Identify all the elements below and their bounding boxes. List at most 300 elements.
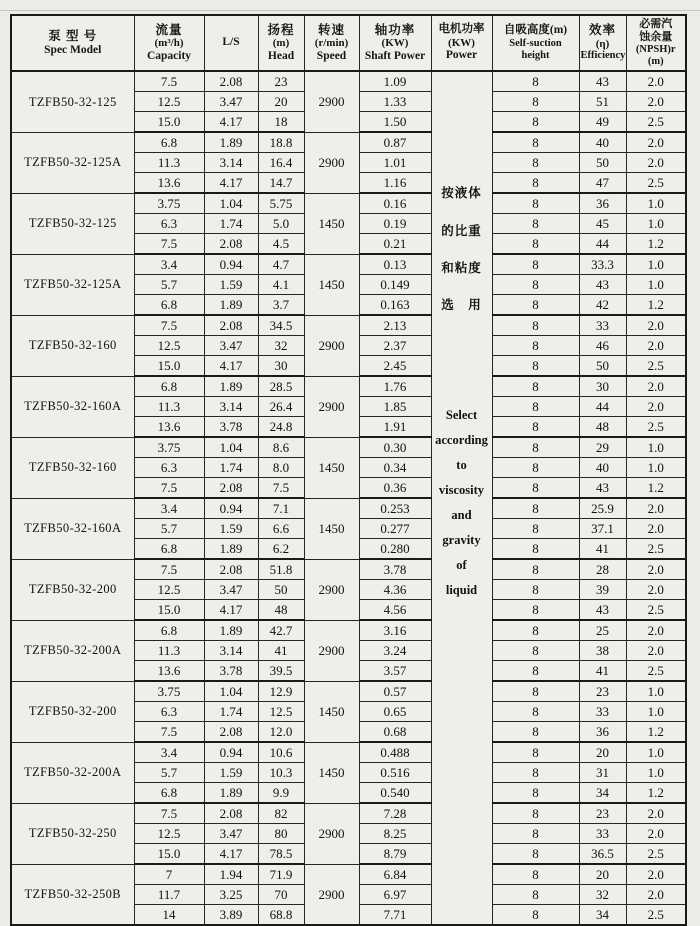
cell-ls: 3.14 [204, 153, 258, 173]
cell-suction: 8 [492, 763, 579, 783]
cell-npsh: 1.2 [626, 234, 686, 255]
table-row [11, 437, 686, 458]
cell-efficiency: 20 [579, 864, 626, 885]
cell-efficiency: 33 [579, 315, 626, 336]
cell-head: 9.9 [258, 783, 304, 804]
cell-efficiency: 44 [579, 397, 626, 417]
cell-head: 42.7 [258, 620, 304, 641]
cell-efficiency: 45 [579, 214, 626, 234]
cell-ls: 3.47 [204, 92, 258, 112]
cell-capacity: 15.0 [134, 844, 204, 865]
cell-shaft-power: 1.50 [359, 112, 431, 133]
cell-efficiency: 43 [579, 71, 626, 92]
cell-ls: 1.04 [204, 193, 258, 214]
power-note-line: viscosity [438, 483, 485, 497]
cell-shaft-power: 0.488 [359, 742, 431, 763]
cell-npsh: 1.0 [626, 275, 686, 295]
cell-efficiency: 33.3 [579, 254, 626, 275]
cell-efficiency: 43 [579, 478, 626, 499]
cell-suction: 8 [492, 803, 579, 824]
cell-ls: 3.14 [204, 641, 258, 661]
cell-head: 41 [258, 641, 304, 661]
cell-suction: 8 [492, 376, 579, 397]
cell-head: 16.4 [258, 153, 304, 173]
cell-ls: 4.17 [204, 112, 258, 133]
cell-capacity: 13.6 [134, 173, 204, 194]
cell-efficiency: 50 [579, 153, 626, 173]
table-row [11, 620, 686, 641]
cell-efficiency: 36.5 [579, 844, 626, 865]
cell-npsh: 1.0 [626, 702, 686, 722]
cell-npsh: 2.5 [626, 356, 686, 377]
cell-npsh: 2.0 [626, 885, 686, 905]
header-power-en: Power [445, 49, 478, 62]
cell-speed: 1450 [304, 681, 359, 742]
header-head-en: Head [267, 49, 295, 62]
header-row [11, 15, 686, 71]
cell-shaft-power: 0.30 [359, 437, 431, 458]
cell-ls: 2.08 [204, 803, 258, 824]
col-header-head [258, 15, 304, 71]
cell-head: 14.7 [258, 173, 304, 194]
cell-shaft-power: 4.56 [359, 600, 431, 621]
cell-capacity: 11.3 [134, 397, 204, 417]
cell-head: 6.6 [258, 519, 304, 539]
cell-model: TZFB50-32-160 [11, 315, 134, 376]
cell-capacity: 6.3 [134, 458, 204, 478]
cell-ls: 1.74 [204, 458, 258, 478]
cell-head: 51.8 [258, 559, 304, 580]
cell-shaft-power: 2.13 [359, 315, 431, 336]
cell-ls: 2.08 [204, 234, 258, 255]
cell-suction: 8 [492, 92, 579, 112]
cell-capacity: 3.75 [134, 193, 204, 214]
header-speed-unit: (r/min) [314, 37, 349, 50]
cell-capacity: 11.3 [134, 641, 204, 661]
cell-ls: 1.89 [204, 376, 258, 397]
table-body [11, 71, 686, 925]
cell-capacity: 13.6 [134, 417, 204, 438]
cell-efficiency: 34 [579, 783, 626, 804]
cell-suction: 8 [492, 173, 579, 194]
cell-capacity: 12.5 [134, 824, 204, 844]
cell-shaft-power: 0.280 [359, 539, 431, 560]
cell-shaft-power: 1.01 [359, 153, 431, 173]
cell-suction: 8 [492, 417, 579, 438]
header-speed-zh: 转速 [317, 22, 345, 37]
cell-npsh: 1.2 [626, 478, 686, 499]
cell-efficiency: 28 [579, 559, 626, 580]
cell-head: 7.5 [258, 478, 304, 499]
header-shaft-zh: 轴功率 [374, 22, 416, 37]
cell-capacity: 15.0 [134, 112, 204, 133]
cell-head: 23 [258, 71, 304, 92]
cell-efficiency: 32 [579, 885, 626, 905]
cell-shaft-power: 3.57 [359, 661, 431, 682]
power-note-line: according [435, 433, 488, 447]
cell-ls: 4.17 [204, 844, 258, 865]
header-suction-zh: 自吸高度(m) [503, 24, 568, 37]
header-npsh-en: (NPSH)r [635, 43, 676, 55]
cell-shaft-power: 3.24 [359, 641, 431, 661]
cell-head: 50 [258, 580, 304, 600]
cell-head: 10.3 [258, 763, 304, 783]
cell-ls: 1.89 [204, 783, 258, 804]
cell-efficiency: 33 [579, 824, 626, 844]
power-note-line: 的比重 [441, 224, 482, 238]
cell-shaft-power: 7.71 [359, 905, 431, 926]
cell-npsh: 2.0 [626, 864, 686, 885]
cell-shaft-power: 0.277 [359, 519, 431, 539]
scan-edge-line [0, 10, 700, 11]
power-note-line: and [451, 508, 472, 522]
cell-efficiency: 51 [579, 92, 626, 112]
cell-shaft-power: 0.253 [359, 498, 431, 519]
cell-ls: 3.14 [204, 397, 258, 417]
cell-suction: 8 [492, 580, 579, 600]
cell-npsh: 2.0 [626, 803, 686, 824]
cell-npsh: 1.2 [626, 295, 686, 316]
header-head-unit: (m) [272, 37, 290, 50]
cell-model: TZFB50-32-200 [11, 559, 134, 620]
header-ls-label: L/S [222, 36, 240, 49]
cell-suction: 8 [492, 437, 579, 458]
cell-efficiency: 50 [579, 356, 626, 377]
cell-ls: 2.08 [204, 559, 258, 580]
table-row [11, 254, 686, 275]
cell-capacity: 6.8 [134, 783, 204, 804]
cell-efficiency: 43 [579, 600, 626, 621]
cell-suction: 8 [492, 336, 579, 356]
cell-shaft-power: 0.21 [359, 234, 431, 255]
col-header-power [431, 15, 492, 71]
cell-suction: 8 [492, 153, 579, 173]
cell-head: 34.5 [258, 315, 304, 336]
cell-ls: 2.08 [204, 478, 258, 499]
cell-ls: 3.89 [204, 905, 258, 926]
cell-suction: 8 [492, 519, 579, 539]
cell-efficiency: 44 [579, 234, 626, 255]
header-suction-en2: height [521, 49, 550, 61]
cell-head: 26.4 [258, 397, 304, 417]
cell-capacity: 6.8 [134, 295, 204, 316]
cell-npsh: 2.0 [626, 824, 686, 844]
cell-capacity: 3.4 [134, 254, 204, 275]
col-header-shaft-power [359, 15, 431, 71]
cell-speed: 2900 [304, 315, 359, 376]
cell-shaft-power: 4.36 [359, 580, 431, 600]
cell-speed: 2900 [304, 620, 359, 681]
cell-npsh: 1.2 [626, 722, 686, 743]
cell-suction: 8 [492, 315, 579, 336]
cell-shaft-power: 6.97 [359, 885, 431, 905]
cell-shaft-power: 0.65 [359, 702, 431, 722]
cell-npsh: 1.0 [626, 458, 686, 478]
table-row [11, 803, 686, 824]
cell-shaft-power: 2.37 [359, 336, 431, 356]
cell-ls: 1.04 [204, 437, 258, 458]
cell-speed: 2900 [304, 132, 359, 193]
cell-suction: 8 [492, 702, 579, 722]
cell-shaft-power: 0.16 [359, 193, 431, 214]
header-power-zh: 电机功率 [438, 23, 485, 36]
cell-ls: 4.17 [204, 600, 258, 621]
cell-ls: 2.08 [204, 315, 258, 336]
cell-efficiency: 40 [579, 458, 626, 478]
cell-head: 48 [258, 600, 304, 621]
cell-suction: 8 [492, 539, 579, 560]
cell-suction: 8 [492, 824, 579, 844]
cell-speed: 1450 [304, 742, 359, 803]
cell-suction: 8 [492, 275, 579, 295]
cell-head: 4.5 [258, 234, 304, 255]
table-row [11, 498, 686, 519]
cell-shaft-power: 0.149 [359, 275, 431, 295]
cell-head: 18.8 [258, 132, 304, 153]
cell-suction: 8 [492, 214, 579, 234]
cell-ls: 0.94 [204, 254, 258, 275]
cell-ls: 3.47 [204, 336, 258, 356]
power-note-line: 按液体 [441, 186, 482, 200]
cell-head: 7.1 [258, 498, 304, 519]
cell-suction: 8 [492, 193, 579, 214]
cell-ls: 1.59 [204, 763, 258, 783]
cell-capacity: 7.5 [134, 234, 204, 255]
cell-speed: 1450 [304, 193, 359, 254]
cell-head: 70 [258, 885, 304, 905]
cell-shaft-power: 8.79 [359, 844, 431, 865]
cell-shaft-power: 0.13 [359, 254, 431, 275]
cell-shaft-power: 1.33 [359, 92, 431, 112]
header-head-zh: 扬程 [267, 22, 295, 37]
cell-shaft-power: 1.76 [359, 376, 431, 397]
cell-shaft-power: 1.85 [359, 397, 431, 417]
cell-ls: 4.17 [204, 356, 258, 377]
cell-capacity: 3.75 [134, 437, 204, 458]
cell-capacity: 5.7 [134, 519, 204, 539]
cell-head: 20 [258, 92, 304, 112]
cell-efficiency: 23 [579, 681, 626, 702]
cell-efficiency: 31 [579, 763, 626, 783]
cell-head: 39.5 [258, 661, 304, 682]
cell-npsh: 1.0 [626, 681, 686, 702]
cell-npsh: 2.0 [626, 559, 686, 580]
cell-ls: 1.04 [204, 681, 258, 702]
cell-ls: 0.94 [204, 498, 258, 519]
header-power-unit: (KW) [448, 36, 475, 49]
cell-head: 6.2 [258, 539, 304, 560]
power-selection-note [432, 72, 492, 924]
cell-capacity: 3.4 [134, 742, 204, 763]
header-efficiency-sym: (η) [595, 37, 610, 50]
cell-npsh: 2.5 [626, 539, 686, 560]
cell-ls: 3.47 [204, 580, 258, 600]
power-note-line: to [456, 458, 467, 472]
header-npsh-zh1: 必需汽 [639, 18, 673, 31]
cell-capacity: 7.5 [134, 71, 204, 92]
power-note-line: 选 用 [441, 298, 482, 312]
cell-suction: 8 [492, 458, 579, 478]
cell-ls: 1.89 [204, 539, 258, 560]
table-row [11, 742, 686, 763]
cell-model: TZFB50-32-125A [11, 254, 134, 315]
table-row [11, 315, 686, 336]
cell-shaft-power: 0.57 [359, 681, 431, 702]
cell-capacity: 6.8 [134, 539, 204, 560]
cell-head: 10.6 [258, 742, 304, 763]
cell-npsh: 2.0 [626, 315, 686, 336]
cell-ls: 3.78 [204, 661, 258, 682]
table-row [11, 71, 686, 92]
cell-ls: 1.94 [204, 864, 258, 885]
cell-model: TZFB50-32-125 [11, 193, 134, 254]
header-capacity-en: Capacity [146, 49, 192, 62]
header-efficiency-en: Efficiency [580, 50, 626, 62]
cell-shaft-power: 2.45 [359, 356, 431, 377]
cell-efficiency: 20 [579, 742, 626, 763]
cell-capacity: 3.75 [134, 681, 204, 702]
col-header-speed [304, 15, 359, 71]
header-suction-en1: Self-suction [509, 37, 562, 49]
cell-npsh: 2.0 [626, 153, 686, 173]
header-model-en: Spec Model [44, 43, 102, 56]
cell-shaft-power: 0.68 [359, 722, 431, 743]
cell-shaft-power: 1.16 [359, 173, 431, 194]
cell-capacity: 6.8 [134, 376, 204, 397]
cell-capacity: 11.7 [134, 885, 204, 905]
header-shaft-unit: (KW) [381, 37, 409, 50]
cell-suction: 8 [492, 71, 579, 92]
cell-head: 12.0 [258, 722, 304, 743]
cell-suction: 8 [492, 783, 579, 804]
cell-head: 28.5 [258, 376, 304, 397]
cell-speed: 2900 [304, 559, 359, 620]
cell-npsh: 2.5 [626, 417, 686, 438]
cell-speed: 1450 [304, 498, 359, 559]
cell-shaft-power: 0.36 [359, 478, 431, 499]
cell-head: 4.1 [258, 275, 304, 295]
cell-shaft-power: 0.163 [359, 295, 431, 316]
cell-suction: 8 [492, 356, 579, 377]
cell-efficiency: 38 [579, 641, 626, 661]
cell-capacity: 7 [134, 864, 204, 885]
cell-suction: 8 [492, 254, 579, 275]
cell-head: 8.6 [258, 437, 304, 458]
cell-npsh: 2.5 [626, 905, 686, 926]
cell-head: 30 [258, 356, 304, 377]
cell-npsh: 2.0 [626, 336, 686, 356]
cell-suction: 8 [492, 661, 579, 682]
cell-npsh: 2.0 [626, 92, 686, 112]
cell-speed: 2900 [304, 376, 359, 437]
cell-npsh: 1.0 [626, 437, 686, 458]
cell-npsh: 2.0 [626, 498, 686, 519]
col-header-npsh [626, 15, 686, 71]
cell-ls: 0.94 [204, 742, 258, 763]
cell-ls: 2.08 [204, 722, 258, 743]
cell-model: TZFB50-32-250B [11, 864, 134, 925]
cell-speed: 1450 [304, 437, 359, 498]
cell-head: 32 [258, 336, 304, 356]
cell-capacity: 12.5 [134, 336, 204, 356]
cell-model: TZFB50-32-200 [11, 681, 134, 742]
table-row [11, 376, 686, 397]
power-note-line: Select [445, 408, 478, 422]
cell-suction: 8 [492, 234, 579, 255]
cell-npsh: 2.5 [626, 112, 686, 133]
cell-suction: 8 [492, 478, 579, 499]
cell-npsh: 2.5 [626, 173, 686, 194]
cell-shaft-power: 0.540 [359, 783, 431, 804]
cell-head: 18 [258, 112, 304, 133]
cell-shaft-power: 3.78 [359, 559, 431, 580]
cell-suction: 8 [492, 498, 579, 519]
cell-shaft-power: 1.91 [359, 417, 431, 438]
cell-capacity: 5.7 [134, 763, 204, 783]
cell-npsh: 1.2 [626, 783, 686, 804]
cell-capacity: 14 [134, 905, 204, 926]
cell-efficiency: 33 [579, 702, 626, 722]
cell-model: TZFB50-32-160A [11, 498, 134, 559]
cell-ls: 1.89 [204, 295, 258, 316]
col-header-capacity [134, 15, 204, 71]
cell-capacity: 13.6 [134, 661, 204, 682]
cell-ls: 3.25 [204, 885, 258, 905]
cell-head: 12.5 [258, 702, 304, 722]
header-speed-en: Speed [316, 49, 347, 62]
cell-shaft-power: 1.09 [359, 71, 431, 92]
table-row [11, 132, 686, 153]
cell-npsh: 1.0 [626, 254, 686, 275]
cell-npsh: 2.0 [626, 132, 686, 153]
cell-capacity: 7.5 [134, 315, 204, 336]
cell-suction: 8 [492, 722, 579, 743]
cell-npsh: 2.0 [626, 376, 686, 397]
header-capacity-zh: 流量 [155, 22, 183, 37]
cell-ls: 4.17 [204, 173, 258, 194]
cell-model: TZFB50-32-125 [11, 71, 134, 132]
col-header-ls [204, 15, 258, 71]
header-shaft-en: Shaft Power [364, 49, 426, 62]
cell-ls: 1.89 [204, 132, 258, 153]
cell-shaft-power: 3.16 [359, 620, 431, 641]
cell-efficiency: 48 [579, 417, 626, 438]
cell-head: 24.8 [258, 417, 304, 438]
cell-model: TZFB50-32-160A [11, 376, 134, 437]
cell-speed: 2900 [304, 864, 359, 925]
cell-head: 80 [258, 824, 304, 844]
cell-efficiency: 49 [579, 112, 626, 133]
table-row [11, 559, 686, 580]
header-npsh-zh2: 蚀余量 [639, 30, 673, 43]
header-efficiency-zh: 效率 [588, 23, 616, 38]
cell-head: 12.9 [258, 681, 304, 702]
cell-efficiency: 42 [579, 295, 626, 316]
cell-suction: 8 [492, 620, 579, 641]
cell-suction: 8 [492, 864, 579, 885]
cell-suction: 8 [492, 844, 579, 865]
cell-npsh: 2.5 [626, 661, 686, 682]
cell-suction: 8 [492, 295, 579, 316]
cell-efficiency: 23 [579, 803, 626, 824]
cell-capacity: 12.5 [134, 580, 204, 600]
cell-ls: 2.08 [204, 71, 258, 92]
table-row [11, 864, 686, 885]
cell-efficiency: 41 [579, 661, 626, 682]
header-capacity-unit: (m³/h) [154, 37, 184, 50]
cell-suction: 8 [492, 600, 579, 621]
cell-model: TZFB50-32-160 [11, 437, 134, 498]
